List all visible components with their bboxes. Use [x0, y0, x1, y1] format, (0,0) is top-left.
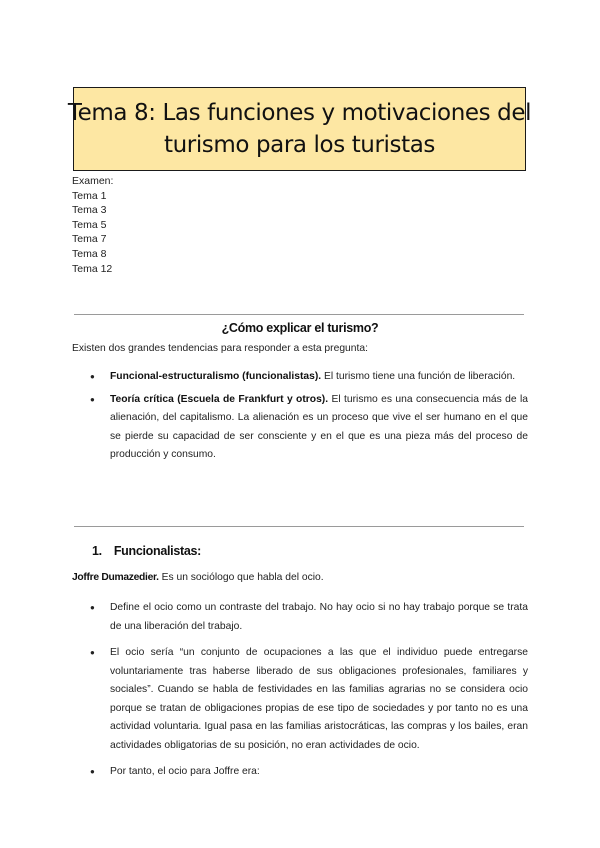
title-banner	[67, 87, 532, 171]
exam-topic: Tema 3	[72, 204, 107, 217]
item-text: El turismo es una consecuencia más de la alienación, del capitalismo. La alienación es un proceso que vive el ser humano en el que se pierde su capacidad de ser consciente y en el que es una pieza más del proceso de producción y consumo.	[110, 393, 528, 460]
exam-topic: Tema 5	[72, 218, 107, 231]
heading-text: Funcionalistas:	[113, 544, 202, 558]
list-item: ● El ocio sería “un conjunto de ocupaciones a las que el individuo puede entregarse voluntariamente tras haberse liberado de sus obligaciones profesionales, familiares y sociales”. Cuando se habla de festividades en las familias agrarias no se considera ocio porque se tratan de obligaciones propias de ese tipo de sociedades y por tanto no es una actividad voluntaria. Igual pasa en las familias aristocráticas, las compras y los bailes, eran actividades obligatorias de su posición, no eran actividades de ocio.	[90, 644, 528, 755]
numbered-heading	[92, 544, 201, 558]
author-line	[72, 572, 324, 583]
title-line-1: Tema 8: Las funciones y motivaciones del	[67, 100, 532, 126]
author-name: Joffre Dumazedier.	[72, 572, 159, 583]
item-term: Funcional-estructuralismo (funcionalistas).	[110, 371, 322, 382]
tendencies-list	[90, 368, 528, 465]
exam-label: Examen:	[72, 175, 114, 187]
list-item: ● Define el ocio como un contraste del trabajo. No hay ocio si no hay trabajo porque se trata de una liberación del trabajo.	[90, 599, 528, 636]
exam-topic: Tema 7	[72, 233, 107, 246]
list-item: ● Por tanto, el ocio para Joffre era:	[90, 763, 528, 782]
item-text: El turismo tiene una función de liberación.	[321, 371, 516, 382]
section-heading: ¿Cómo explicar el turismo?	[221, 321, 379, 335]
list-item	[90, 391, 528, 465]
item-term: Teoría crítica (Escuela de Frankfurt y otros).	[110, 393, 329, 405]
exam-topic: Tema 1	[72, 189, 107, 202]
divider	[74, 526, 524, 527]
exam-topic: Tema 8	[72, 247, 107, 260]
leisure-list	[90, 599, 528, 782]
exam-topic: Tema 12	[72, 262, 113, 275]
section-intro: Existen dos grandes tendencias para responder a esta pregunta:	[72, 343, 368, 354]
list-item	[90, 368, 528, 387]
exam-topics	[72, 174, 113, 276]
author-description: Es un sociólogo que habla del ocio.	[158, 572, 324, 583]
heading-number: 1.	[92, 544, 102, 558]
title-line-2: turismo para los turistas	[163, 132, 436, 158]
divider	[74, 314, 524, 315]
